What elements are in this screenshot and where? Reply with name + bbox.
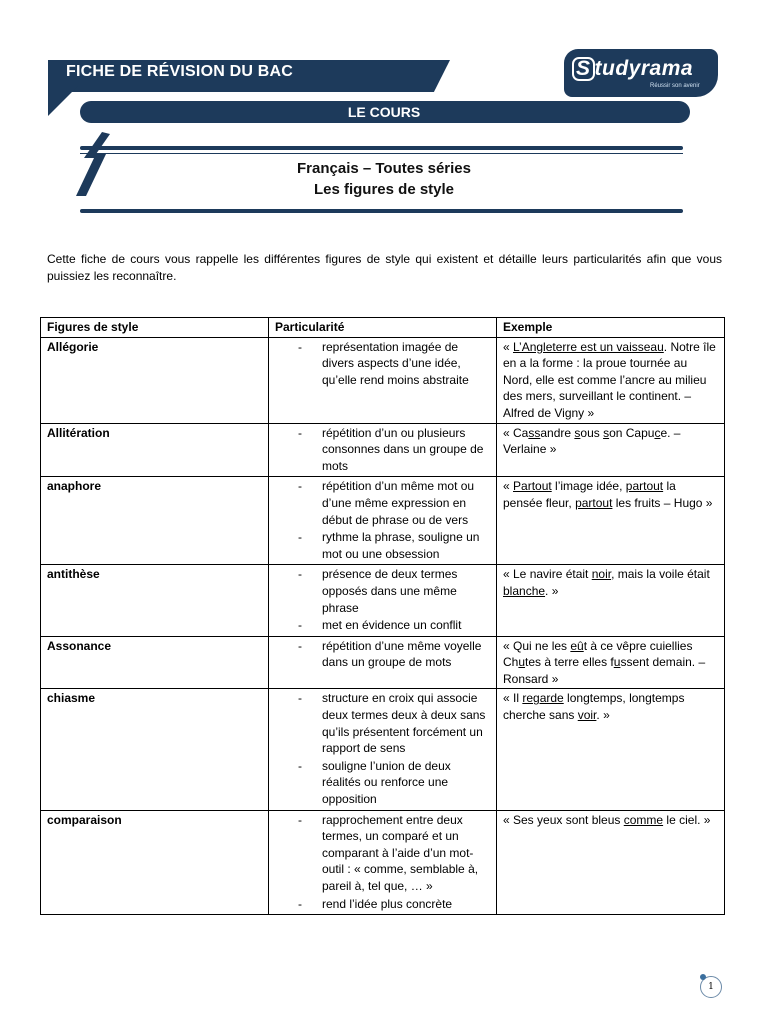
example-text: « <box>503 479 514 494</box>
list-item <box>275 425 490 476</box>
list-item <box>275 690 490 757</box>
bullet-dash: - <box>298 567 302 582</box>
figure-exemple <box>497 337 725 423</box>
header-title: FICHE DE RÉVISION DU BAC <box>66 63 294 80</box>
particularite-text: présence de deux termes opposés dans une même phrase <box>322 567 458 615</box>
example-text: le ciel. » <box>663 812 711 827</box>
list-item <box>275 896 490 914</box>
figure-exemple <box>497 565 725 636</box>
table-row <box>41 636 725 689</box>
example-text: longtemps, longtemps cherche sans <box>503 691 685 723</box>
particularite-text: structure en croix qui associe deux termes deux à deux sans qu’ils présentent forcément un rapport de sens <box>322 691 486 756</box>
example-text: « Ses yeux sont bleus <box>503 812 624 827</box>
figure-exemple <box>497 810 725 915</box>
example-text: « Il <box>503 691 523 706</box>
intro-paragraph: Cette fiche de cours vous rappelle les différentes figures de style qui existent et détaille leurs particularités afin que vous puissiez les reconnaître. <box>47 252 722 283</box>
list-item <box>275 339 490 390</box>
example-highlight: Partout <box>513 479 552 494</box>
page-number-dot <box>700 974 706 980</box>
example-highlight: eû <box>570 638 584 653</box>
particularite-list <box>275 812 490 914</box>
example-highlight: c <box>654 425 661 440</box>
table-header-row <box>41 318 725 338</box>
bullet-dash: - <box>298 479 302 494</box>
header-figures: Figures de style <box>41 318 269 338</box>
example-text: on Capu <box>609 425 655 440</box>
title-rule-top-thin <box>80 153 683 154</box>
example-text: t à ce vêpre cuiellies Ch <box>503 638 693 670</box>
figure-name: Allitération <box>41 423 269 477</box>
example-highlight: ss <box>528 425 541 440</box>
table-row <box>41 810 725 915</box>
example-highlight: s <box>574 425 581 440</box>
figure-name: Allégorie <box>41 337 269 423</box>
table-row <box>41 689 725 810</box>
example-text: ssent demain. – Ronsard » <box>503 655 706 686</box>
page-number: 1 <box>700 976 722 998</box>
example-highlight: partout <box>625 479 664 494</box>
figure-name: Assonance <box>41 636 269 689</box>
figure-name: anaphore <box>41 477 269 565</box>
particularite-list <box>275 478 490 563</box>
figure-particularite <box>269 565 497 636</box>
example-text: e. – Verlaine » <box>503 425 681 457</box>
figure-name: antithèse <box>41 565 269 636</box>
figure-name: comparaison <box>41 810 269 915</box>
figure-name: chiasme <box>41 689 269 810</box>
example-text: « Le navire était <box>503 567 592 582</box>
particularite-text: répétition d’une même voyelle dans un groupe de mots <box>322 638 482 670</box>
example-text: la pensée fleur, <box>503 479 676 510</box>
title-rule-bottom <box>80 209 683 213</box>
particularite-text: rend l’idée plus concrète <box>322 896 453 911</box>
particularite-text: rapprochement entre deux termes, un comparé et un comparant à l’aide d’un mot-outil : « comme, semblable à, pareil à, tel que, … » <box>322 812 479 893</box>
figure-particularite <box>269 810 497 915</box>
example-highlight: voir <box>577 708 597 723</box>
subject-line-1: Français – Toutes séries <box>297 160 471 177</box>
particularite-text: représentation imagée de divers aspects d’une idée, qu’elle rend moins abstraite <box>322 339 469 387</box>
studyrama-logo-text: S tudyrama <box>572 57 693 81</box>
table-row <box>41 565 725 636</box>
logo-tagline: Réussir son avenir <box>650 83 700 89</box>
example-text: . Notre île en a la forme : la proue tournée au Nord, elle est comme l’ancre au milieu des mers, surveillant le continent. – Alfred de Vigny » <box>503 339 716 420</box>
bullet-dash: - <box>298 618 302 633</box>
particularite-list <box>275 690 490 808</box>
particularite-list <box>275 638 490 672</box>
figure-particularite <box>269 423 497 477</box>
header-particularite: Particularité <box>269 318 497 338</box>
particularite-text: répétition d’un même mot ou d’une même expression en début de phrase ou de vers <box>322 479 475 527</box>
example-highlight: L’Angleterre est un vaisseau <box>513 339 664 354</box>
figure-exemple <box>497 636 725 689</box>
example-highlight: partout <box>575 495 613 510</box>
list-item <box>275 638 490 672</box>
section-label: LE COURS <box>347 104 421 120</box>
figure-particularite <box>269 636 497 689</box>
table-row <box>41 423 725 477</box>
list-item <box>275 617 490 635</box>
bullet-dash: - <box>298 896 302 911</box>
table-row <box>41 477 725 565</box>
figure-particularite <box>269 337 497 423</box>
list-item <box>275 529 490 563</box>
bullet-dash: - <box>298 812 302 827</box>
example-text: les fruits – Hugo » <box>612 495 713 510</box>
example-text: « Qui ne les <box>503 638 571 653</box>
bullet-dash: - <box>298 530 302 545</box>
example-highlight: regarde <box>522 691 564 706</box>
subject-line-2: Les figures de style <box>313 181 455 198</box>
example-highlight: u <box>613 655 621 670</box>
figure-exemple <box>497 423 725 477</box>
example-text: . » <box>545 583 559 598</box>
example-text: « Ca <box>503 425 529 440</box>
example-highlight: noir <box>591 567 612 582</box>
example-highlight: blanche <box>503 583 546 598</box>
bullet-dash: - <box>298 758 302 773</box>
bullet-dash: - <box>298 691 302 706</box>
example-highlight: comme <box>623 812 664 827</box>
example-text: . » <box>596 708 610 723</box>
header-exemple: Exemple <box>497 318 725 338</box>
figure-exemple <box>497 477 725 565</box>
example-text: tes à terre elles f <box>525 655 614 670</box>
bullet-dash: - <box>298 339 302 354</box>
example-text: andre <box>540 425 575 440</box>
list-item <box>275 566 490 617</box>
particularite-text: souligne l’union de deux réalités ou renforce une opposition <box>322 758 451 807</box>
list-item <box>275 758 490 809</box>
figure-particularite <box>269 689 497 810</box>
particularite-text: rythme la phrase, souligne un mot ou une obsession <box>322 530 480 561</box>
particularite-list <box>275 425 490 476</box>
logo-word: tudyrama <box>594 57 694 80</box>
title-rule-top <box>80 146 683 150</box>
example-text: l’image idée, <box>551 479 626 494</box>
table-row <box>41 337 725 423</box>
example-highlight: u <box>518 655 526 670</box>
figure-exemple <box>497 689 725 810</box>
example-text: « <box>503 339 514 354</box>
particularite-list <box>275 566 490 634</box>
particularite-text: met en évidence un conflit <box>322 618 462 633</box>
figure-particularite <box>269 477 497 565</box>
list-item <box>275 478 490 529</box>
figures-table <box>40 317 725 915</box>
bullet-dash: - <box>298 638 302 653</box>
example-highlight: s <box>603 425 610 440</box>
particularite-list <box>275 339 490 390</box>
bullet-dash: - <box>298 425 302 440</box>
list-item <box>275 812 490 896</box>
example-text: , mais la voile était <box>611 567 710 582</box>
example-text: ous <box>580 425 604 440</box>
particularite-text: répétition d’un ou plusieurs consonnes dans un groupe de mots <box>322 425 484 473</box>
